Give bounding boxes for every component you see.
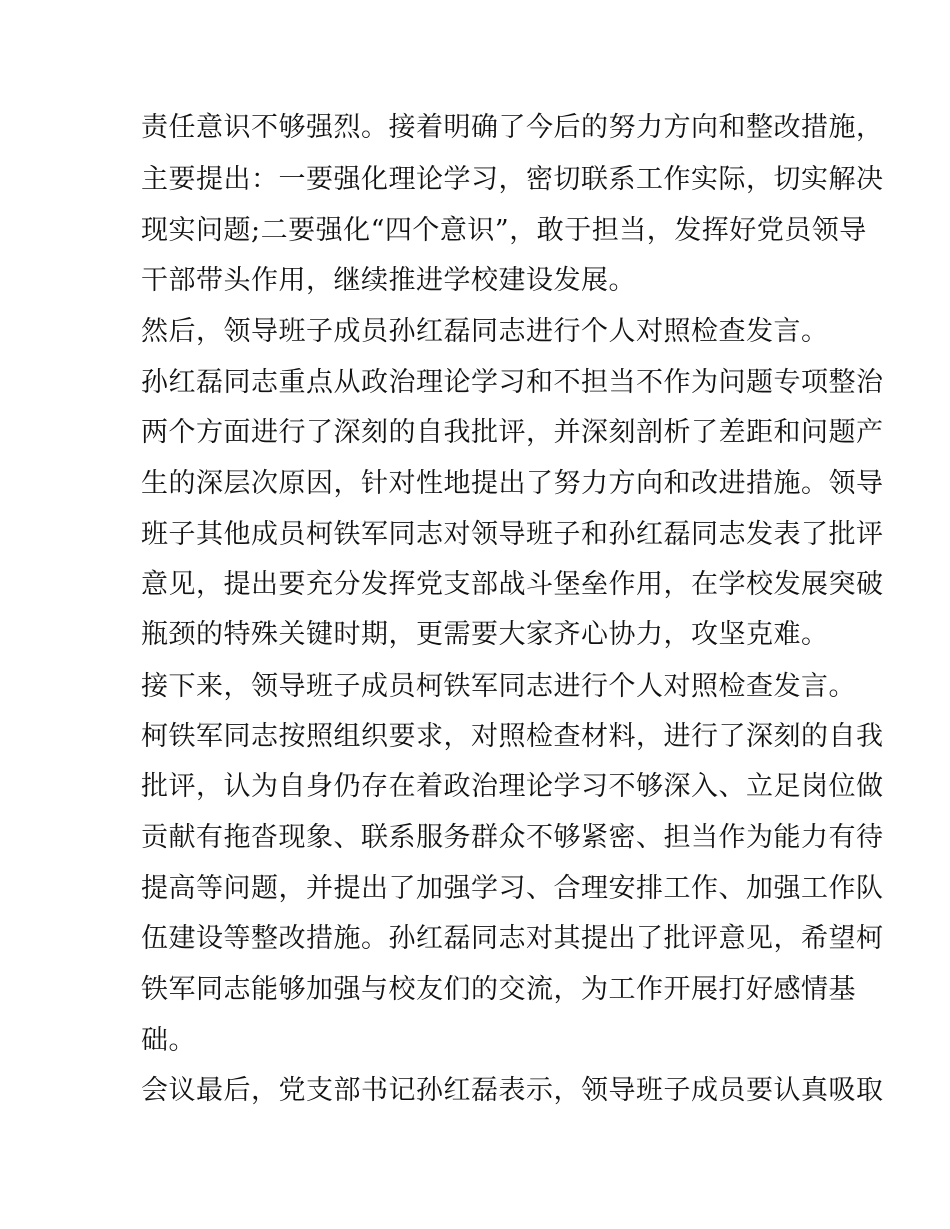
text-line: 现实问题;二要强化“四个意识”，敢于担当，发挥好党员领导 [141, 215, 867, 246]
text-line: 铁军同志能够加强与校友们的交流，为工作开展打好感情基 [141, 974, 856, 1005]
text-line: 班子其他成员柯铁军同志对领导班子和孙红磊同志发表了批评 [141, 519, 884, 550]
text-line: 孙红磊同志重点从政治理论学习和不担当不作为问题专项整治 [141, 367, 884, 398]
text-line: 生的深层次原因，针对性地提出了努力方向和改进措施。领导 [141, 468, 884, 499]
text-line: 意见，提出要充分发挥党支部战斗堡垒作用，在学校发展突破 [141, 569, 884, 600]
text-line: 贡献有拖沓现象、联系服务群众不够紧密、担当作为能力有待 [141, 822, 884, 853]
text-line: 会议最后，党支部书记孙红磊表示，领导班子成员要认真吸取 [141, 1075, 884, 1106]
text-line: 柯铁军同志按照组织要求，对照检查材料，进行了深刻的自我 [141, 721, 884, 752]
text-line: 接下来，领导班子成员柯铁军同志进行个人对照检查发言。 [141, 671, 856, 702]
text-line: 瓶颈的特殊关键时期，更需要大家齐心协力，攻坚克难。 [141, 619, 829, 650]
text-line: 然后，领导班子成员孙红磊同志进行个人对照检查发言。 [141, 316, 829, 347]
text-line: 责任意识不够强烈。接着明确了今后的努力方向和整改措施， [141, 112, 884, 143]
text-line: 干部带头作用，继续推进学校建设发展。 [141, 265, 636, 296]
text-line: 两个方面进行了深刻的自我批评，并深刻剖析了差距和问题产 [141, 417, 884, 448]
text-line: 主要提出：一要强化理论学习，密切联系工作实际，切实解决 [141, 164, 884, 195]
text-line: 伍建设等整改措施。孙红磊同志对其提出了批评意见，希望柯 [141, 923, 884, 954]
text-line: 批评，认为自身仍存在着政治理论学习不够深入、立足岗位做 [141, 771, 884, 802]
text-line: 础。 [141, 1025, 196, 1056]
text-line: 提高等问题，并提出了加强学习、合理安排工作、加强工作队 [141, 873, 884, 904]
